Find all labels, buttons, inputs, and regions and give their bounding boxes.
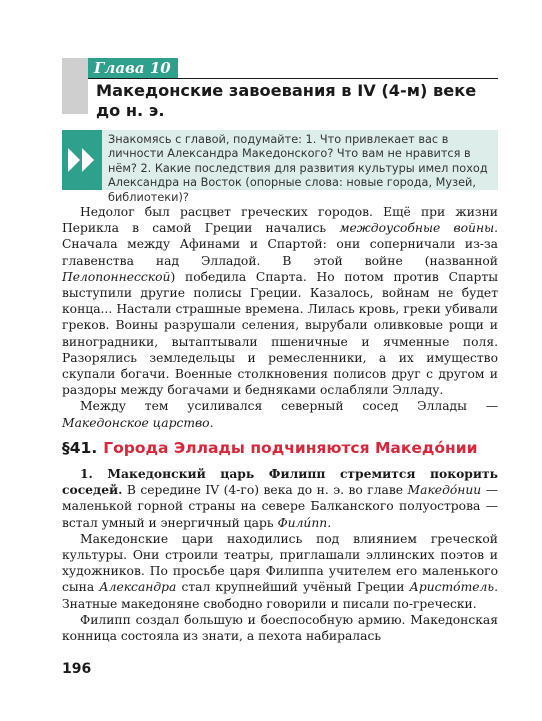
section-title: Города Эллады подчиняются Македо́нии — [103, 439, 478, 457]
text-run: ) победила Спарта. Но потом против Спарты выступили другие полисы Греции. Казалось, войнам не будет конца... Настали страшные времена. Лилась кровь, греки убивали греков. Воины разрушали селения, вырубали оливковые рощи и виноградники, вытаптывали пшеничные и ячменные поля. Разорялись земледельцы и ремесленники, а их имущество скупали богачи. Военные столкновения полисов друг с другом и раздоры между богачами и бедняками ослабляли Элладу. — [62, 269, 498, 398]
text-run: Македо́нии — [407, 483, 482, 498]
paragraph — [62, 204, 498, 398]
text-run: Македонское царство — [62, 415, 210, 430]
body-section-1 — [62, 204, 498, 431]
page-number: 196 — [62, 661, 92, 677]
text-run: Аристо́тель — [409, 580, 495, 595]
text-run: — маленькой горной страны на севере Балканского полуострова — встал умный и энергичный царь — [62, 483, 498, 530]
chapter-rule — [88, 78, 498, 79]
text-run: Сначала между Афинами и Спартой: они соперничали из-за главенства над Элладой. В этой войне (названной — [62, 237, 498, 268]
section-heading — [62, 438, 498, 458]
text-run: Фили́пп — [277, 515, 328, 530]
text-run: междоусобные войны. — [339, 221, 498, 236]
intro-text: Знакомясь с главой, подумайте: 1. Что привлекает вас в личности Александра Македонского? Что вам не нравится в нём? 2. Какие последствия для развития культуры имел поход Александра на Восток (опорные слова: новые города, Музей, библиотеки)? — [108, 133, 488, 204]
text-run: Филипп создал большую и боеспособную армию. Македонская конница состояла из знати, а пехота набиралась — [62, 612, 498, 644]
text-run: В середине IV (4-го) века до н. э. во главе — [122, 483, 408, 498]
chapter-title: Македонские завоевания в IV (4-м) веке до н. э. — [96, 81, 477, 120]
text-run: Между тем усиливался северный сосед Эллады — — [80, 399, 498, 414]
text-run: стал крупнейший учёный Греции — [176, 580, 410, 595]
paragraph — [62, 398, 498, 430]
section-number: §41. — [62, 439, 98, 457]
text-run: Александра — [99, 580, 177, 595]
text-run: Пелопоннесской — [62, 269, 171, 284]
text-run: . Знатные македоняне свободно говорили и писали по-гречески. — [62, 580, 498, 611]
chapter-label: Глава 10 — [88, 58, 178, 78]
text-run: . — [209, 415, 214, 430]
paragraph — [62, 531, 498, 612]
double-arrow-icon — [62, 130, 102, 190]
chapter-side-bar — [62, 58, 88, 114]
paragraph — [62, 466, 498, 531]
text-run: . — [327, 515, 332, 530]
body-section-2 — [62, 466, 498, 644]
paragraph — [62, 612, 498, 644]
subheading: 1. Македонский царь Филипп стремится покорить соседей. — [62, 466, 498, 498]
text-run: Македонские цари находились под влиянием греческой культуры. Они строили театры, приглашали эллинских поэтов и художников. По просьбе царя Филиппа учителем его маленького сына — [62, 531, 498, 595]
text-run: Недолог был расцвет греческих городов. Ещё при жизни Перикла в самой Греции начались — [62, 205, 498, 236]
